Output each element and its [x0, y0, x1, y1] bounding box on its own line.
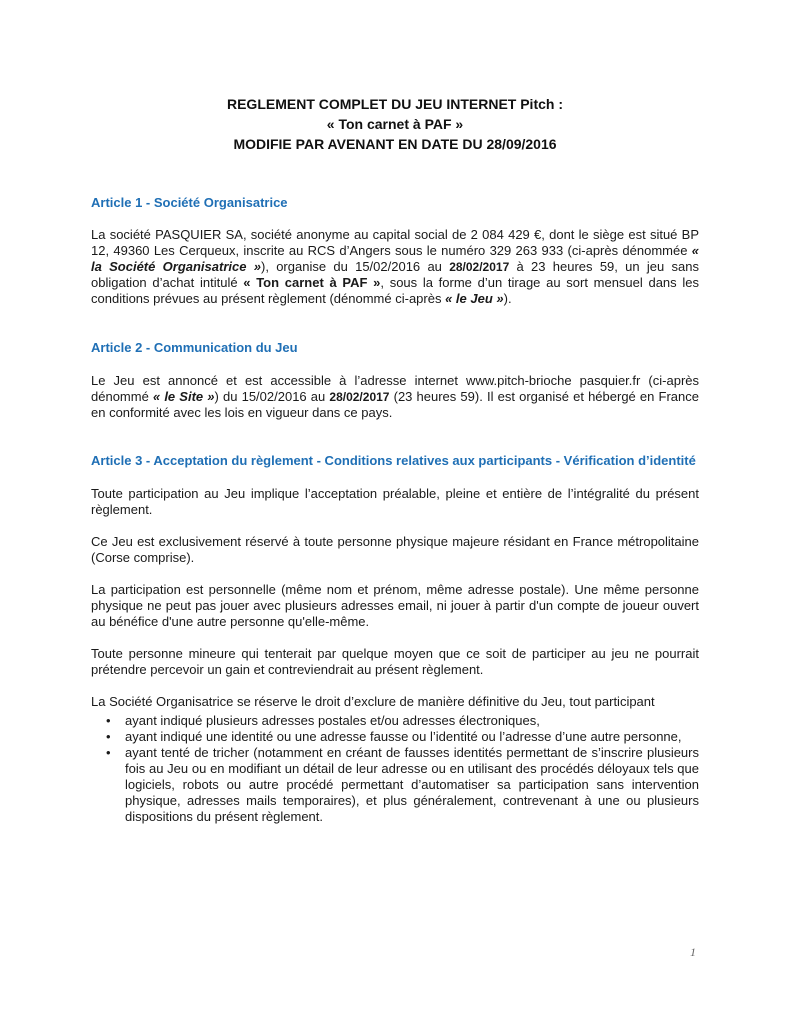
article-3-paragraph-1: Toute participation au Jeu implique l’acceptation préalable, pleine et entière de l’intégralité du présent règlement.	[91, 486, 699, 517]
list-item: • ayant indiqué plusieurs adresses postales et/ou adresses électroniques,	[106, 713, 540, 728]
title-line-2: « Ton carnet à PAF »	[326, 116, 464, 132]
end-date: 28/02/2017	[449, 260, 510, 274]
emphasis-game-title: « Ton carnet à PAF »	[243, 275, 381, 290]
article-3-paragraph-2: Ce Jeu est exclusivement réservé à toute personne physique majeure résidant en France métropolitaine (Corse comprise).	[91, 534, 699, 565]
exclusion-list	[91, 713, 699, 825]
bullet-icon: •	[106, 713, 111, 728]
article-2-paragraph: Le Jeu est annoncé et est accessible à l’adresse internet www.pitch-brioche pasquier.fr (ci-après dénommé « le Site ») du 15/02/2016 au 28/02/2017 (23 heures 59). Il est organisé et hébergé en France en conformité avec les lois en vigueur dans ce pays.	[91, 373, 699, 420]
bullet-icon: •	[106, 745, 111, 760]
emphasis-le-jeu: « le Jeu »	[445, 291, 504, 306]
article-3-paragraph-3: La participation est personnelle (même nom et prénom, même adresse postale). Une même personne physique ne peut pas jouer avec plusieurs adresses email, ni jouer à partir d'un compte de joueur ouvert au bénéfice d'une autre personne qu'elle-même.	[91, 582, 699, 629]
article-1-heading: Article 1 - Société Organisatrice	[91, 195, 288, 210]
article-2-heading: Article 2 - Communication du Jeu	[91, 340, 298, 355]
emphasis-le-site: « le Site »	[152, 389, 215, 404]
title-line-3: MODIFIE PAR AVENANT EN DATE DU 28/09/2016	[233, 136, 557, 152]
article-3-paragraph-5: La Société Organisatrice se réserve le droit d’exclure de manière définitive du Jeu, tout participant	[91, 694, 655, 709]
document-page	[91, 94, 699, 825]
title-line-1: REGLEMENT COMPLET DU JEU INTERNET Pitch :	[226, 96, 563, 112]
bullet-icon: •	[106, 729, 111, 744]
article-3-heading: Article 3 - Acceptation du règlement - Conditions relatives aux participants - Vérification d’identité	[91, 453, 696, 468]
emphasis-societe-organisatrice: « la Société Organisatrice »	[91, 243, 699, 274]
end-date: 28/02/2017	[329, 390, 390, 404]
list-item: • ayant tenté de tricher (notamment en créant de fausses identités permettant de s’inscrire plusieurs fois au Jeu ou en modifiant un détail de leur adresse ou en utilisant des procédés déloyaux tels que logiciels, robots ou autre procédé permettant d’automatiser sa participation sans intervention physique, adresses mails temporaires), et plus généralement, contrevenant à une ou plusieurs dispositions du présent règlement.	[106, 745, 699, 824]
list-item: • ayant indiqué une identité ou une adresse fausse ou l’identité ou l’adresse d’une autre personne,	[106, 729, 682, 744]
article-3-paragraph-4: Toute personne mineure qui tenterait par quelque moyen que ce soit de participer au jeu ne pourrait prétendre percevoir un gain et contreviendrait au présent règlement.	[91, 646, 699, 677]
document-title	[91, 94, 699, 154]
page-number: 1	[690, 945, 696, 959]
article-1-paragraph: La société PASQUIER SA, société anonyme au capital social de 2 084 429 €, dont le siège est situé BP 12, 49360 Les Cerqueux, inscrite au RCS d’Angers sous le numéro 329 263 933 (ci-après dénommée « la Société Organisatrice »), organise du 15/02/2016 au 28/02/2017 à 23 heures 59, un jeu sans obligation d’achat intitulé « Ton carnet à PAF », sous la forme d’un tirage au sort mensuel dans les conditions prévues au présent règlement (dénommé ci-après « le Jeu »).	[91, 227, 700, 306]
